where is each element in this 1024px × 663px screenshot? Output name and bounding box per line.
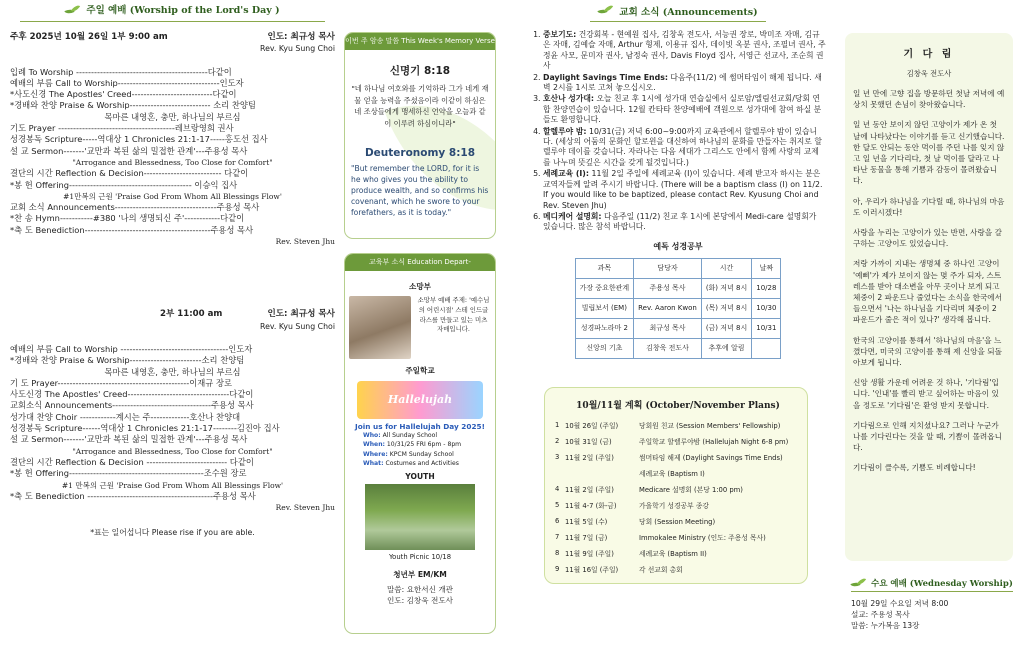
- order-line: "Arrogance and Blessedness, Too Close for Comfort": [72, 446, 273, 456]
- essay-author: 김창욱 전도사: [906, 69, 952, 78]
- order-line: 설 교 Sermon-------'교만과 복된 삶의 밀접한 관계'---주용성 목사: [10, 145, 248, 156]
- hallelujah-value: Costumes and Activities: [383, 459, 459, 467]
- order-line: Rev. Steven Jhu: [275, 237, 335, 247]
- announcement-heading: Daylight Savings Time Ends:: [543, 72, 668, 82]
- plan-date: 11월 2일 (주일): [565, 453, 614, 462]
- announcement-text: 오늘 친교 후 1시에 성가대 연습실에서 실로암/엘림선교회/당회 연합 찬양연습이 있습니다. 12월 칸타타 찬양예배에 객원으로 성가대에 참여 하실 분들도 환영합니다.: [543, 94, 822, 125]
- worship-order-column: [10, 0, 335, 539]
- announcement-item: [543, 94, 826, 125]
- announcement-item: [543, 127, 826, 169]
- plan-event: 세례교육 (Baptism II): [639, 549, 707, 558]
- essay-paragraph: 저랑 가까이 지내는 생명체 중 하나인 고양이 '예삐'가 제가 보이지 않는 몇 주가 되자, 스트레스를 받아 대소변을 아무 곳이나 보게 되고 체중이 2 파운드나 줄었다는 소식을 한국에서 들으면서 '나는 하나님을 기다리며 체중이 2 파운드가 줄은 적이 있나?' 생각해 봅니다.: [853, 259, 1002, 325]
- order-line: 목마른 내영혼, 충만, 하나님의 부르심: [104, 111, 241, 122]
- hallelujah-key: What:: [363, 459, 384, 467]
- youth-picnic-photo: [365, 484, 475, 550]
- first-service-header: [10, 32, 335, 55]
- table-cell: (화) 저녁 8시: [701, 278, 751, 298]
- hallelujah-line: [363, 450, 495, 459]
- order-line: 입례 To Worship --------------------------------------------다같이: [10, 66, 232, 77]
- wednesday-scripture: 말씀: 누가복음 13장: [851, 621, 920, 630]
- announcement-heading: 세례교육 (I):: [543, 169, 589, 179]
- second-service-header: [10, 309, 335, 332]
- announcements-column: [530, 0, 826, 584]
- table-cell: (금) 저녁 8시: [701, 318, 751, 338]
- plan-number: 6: [555, 516, 560, 525]
- essay-card: [845, 33, 1013, 561]
- plan-date: 11월 5일 (수): [565, 517, 608, 526]
- order-line: *축 도 Benediction ------------------------------------------주용성 목사: [10, 490, 256, 501]
- plan-row: [555, 497, 801, 513]
- verse-education-column: [344, 0, 496, 634]
- order-line: 목마른 내영혼, 충만, 하나님의 부르심: [104, 366, 241, 377]
- order-line: *봉 헌 Offering----------------------------------------- 이승익 집사: [10, 179, 238, 190]
- hallelujah-key: Where:: [363, 450, 388, 458]
- education-header: 교육부 소식 Education Depart-: [345, 254, 495, 271]
- order-line: 예배의 부름 Call to Worship ------------------------------------인도자: [10, 343, 253, 354]
- table-cell: 빌립보서 (EM): [575, 298, 634, 318]
- order-line: 성경봉독 Scripture-----역대상 1 Chronicles 21:1-17-----홍도선 집사: [10, 134, 268, 145]
- plan-event: 썸머타임 해제 (Daylight Savings Time Ends): [639, 453, 783, 462]
- announcement-text: 10/31(금) 저녁 6:00~9:00까지 교육관에서 할렐루야 밤이 있습니다. (세상의 어둠의 문화인 할로윈을 대신하여 하나님의 문화를 만들자는 취지로 할렐루야 데이를 갖습니다. 자라나는 다음 세대가 그리스도 안에서 함께 사랑의 교제를 나누며 뜻깊은 시간을 갖게 될것입니다.): [543, 126, 822, 167]
- announcement-item: [543, 73, 826, 94]
- essay-paragraph: 일 년 만에 고향 집을 방문하던 첫날 저녁에 예상치 못했던 손님이 찾아왔습니다.: [853, 89, 1005, 110]
- bible-study-title: 예독 성경공부: [653, 241, 703, 251]
- order-line: *찬 송 Hymn-----------#380 '나의 생명되신 주'------------다같이: [10, 213, 245, 224]
- first-service-order: [10, 67, 335, 248]
- km-title: 청년부 EM/KM: [393, 570, 447, 580]
- announcement-heading: 메디케어 설명회:: [543, 211, 602, 221]
- table-row: [575, 298, 781, 318]
- sunday-school-title: 주일학교: [405, 366, 435, 375]
- plan-event: Medicare 설명회 (본당 1:00 pm): [639, 485, 743, 494]
- plan-row: [555, 449, 801, 465]
- order-line: 결단의 시간 Reflection & Decision --------------------------- 다같이: [10, 456, 254, 467]
- bible-study-table: [575, 258, 782, 359]
- essay-paragraph: 아, 우리가 하나님을 기다릴 때, 하나님의 마음도 이러시겠다!: [853, 196, 1005, 217]
- plan-row: [555, 529, 801, 545]
- announcements-title: 교회 소식 (Announcements): [590, 0, 766, 22]
- hallelujah-line: [363, 440, 495, 449]
- korean-verse-text: "네 하나님 여호와를 기억하라 그가 네게 재물 얻을 능력을 주셨음이라 이같이 하심은 네 조상들에게 맹세하신 언약을 오늘과 같이 이루려 하심이니라": [351, 84, 489, 128]
- table-row: [575, 338, 781, 358]
- order-line: #1만복의 근원 'Praise God From Whom All Blessings Flow': [63, 191, 282, 201]
- order-line: *봉 헌 Offering---------------------------------------------조수원 장로: [10, 468, 247, 479]
- hallelujah-banner: Hallelujah: [357, 381, 483, 419]
- announcement-text: 건강회복 - 현예원 집사, 김창욱 전도사, 서능권 장로, 박미조 자매, 김규은 자매, 김예슬 자매, Arthur 형제, 이용규 집사, 데이빗 옥분 권사, 조필녀 권사, 주정윤 사모, 문미자 권사, 남정숙 권사, Davis Floyd 집사, 서영근 선교사, 조순희 권사: [543, 30, 826, 71]
- announcement-item: [543, 212, 826, 233]
- order-line: 결단의 시간 Reflection & Decision-------------------------- 다같이: [10, 168, 249, 179]
- order-line: 성경봉독 Scripture------역대상 1 Chronicles 21:1-17--------김진아 집사: [10, 423, 280, 434]
- order-line: 교회 소식 Announcements----------------------------------주용성 목사: [10, 202, 260, 213]
- plan-date: 10월 26일 (주일): [565, 421, 619, 430]
- table-row: [575, 318, 781, 338]
- plan-row: [555, 417, 801, 433]
- order-line: 사도신경 The Apostles' Creed----------------------------------다같이: [10, 389, 254, 400]
- plan-event: 당회 (Session Meeting): [639, 517, 716, 526]
- hallelujah-key: When:: [363, 441, 385, 449]
- plan-date: 11월 16일 (주일): [565, 565, 619, 574]
- hallelujah-line: [363, 459, 495, 468]
- km-line-2: 인도: 김창욱 전도사: [386, 596, 454, 606]
- essay-body: [853, 88, 1005, 474]
- announcement-text: 다음주(11/2) 에 썸머타임이 해제 됩니다. 새벽 2시를 1시로 고쳐 놓으십시오.: [543, 72, 822, 93]
- order-line: *경배와 찬양 Praise & Worship------------------------소리 찬양팀: [10, 355, 245, 366]
- wednesday-worship: [845, 577, 1013, 631]
- essay-paragraph: 한국의 고양이를 통해서 '하나님의 마음'을 느꼈다면, 미국의 고양이를 통해 제 신앙을 되돌아보게 됩니다.: [853, 335, 1002, 368]
- hallelujah-line: [363, 431, 495, 440]
- rise-note: *표는 일어섭니다 Please rise if you are able.: [90, 528, 255, 538]
- announcement-heading: 호산나 성가대:: [543, 94, 595, 104]
- second-service-leader: 인도: 최규성 목사: [267, 309, 335, 320]
- announcement-heading: 중보기도:: [543, 30, 577, 39]
- table-cell: 10/30: [752, 298, 781, 318]
- wednesday-title: 수요 예배 (Wednesday Worship): [851, 577, 1013, 592]
- column-essay: [845, 0, 1013, 631]
- table-cell: 성경파노라마 2: [575, 318, 634, 338]
- plan-date: 11월 2일 (주일): [565, 485, 614, 494]
- plan-row: [555, 561, 801, 577]
- plans-card: [544, 387, 808, 584]
- order-line: *축 도 Benediction------------------------------------------주용성 목사: [10, 224, 254, 235]
- table-cell: 주용성 목사: [634, 278, 702, 298]
- english-verse-text: "But remember the LORD, for it is he who gives you the ability to produce wealth, and so confirms his covenant, which he swore to your forefathers, as it is today.": [351, 164, 489, 217]
- announcement-text: 다음주일 (11/2) 친교 후 1시에 본당에서 Medi-care 설명회가 있습니다. 많은 참석 바랍니다.: [543, 211, 817, 232]
- plan-date: 11월 9일 (주일): [565, 549, 614, 558]
- announcement-heading: 할렐루야 밤:: [543, 126, 587, 136]
- order-line: 성가대 찬양 Choir ------------계시는 주-------------호산나 찬양대: [10, 411, 241, 422]
- wednesday-date: 10월 29일 수요일 저녁 8:00: [851, 599, 949, 608]
- somang-photo: [349, 296, 411, 359]
- second-service-leader-en: Rev. Kyu Sung Choi: [260, 321, 335, 331]
- memory-verse-card: [344, 32, 496, 239]
- announcement-item: [543, 169, 826, 211]
- memory-verse-header: 이번 주 암송 말씀 This Week's Memory Verse: [345, 33, 495, 50]
- plan-number: 3: [555, 452, 560, 461]
- table-cell: 최규성 목사: [634, 318, 702, 338]
- order-line: 기도 Prayer ---------------------------------------레브랑영희 권사: [10, 123, 234, 134]
- order-line: Rev. Steven Jhu: [275, 503, 335, 513]
- essay-title: 기 다 림: [903, 49, 955, 60]
- table-cell: 김창욱 전도사: [634, 338, 702, 358]
- table-cell: Rev. Aaron Kwon: [634, 298, 702, 318]
- plan-row: [555, 433, 801, 449]
- first-service-leader-en: Rev. Kyu Sung Choi: [260, 44, 335, 54]
- plan-number: 1: [555, 420, 560, 429]
- plan-number: 5: [555, 500, 560, 509]
- table-header-cell: 날짜: [752, 258, 781, 278]
- plan-date: 11월 7일 (금): [565, 533, 608, 542]
- table-cell: 추후에 알림: [701, 338, 751, 358]
- table-header-cell: 담당자: [634, 258, 702, 278]
- plan-row: [555, 481, 801, 497]
- table-cell: (목) 저녁 8시: [701, 298, 751, 318]
- essay-paragraph: 일 년 동안 보이지 않던 고양이가 제가 온 첫 날에 나타났다는 이야기를 듣고 신기했습니다. 한 달도 안되는 동안 먹이를 주던 나를 잊지 않고 일 년을 기다리다, 첫 날 먹이를 달라고 나타난 동물을 통해 기쁨과 감동이 몰려왔습니다.: [853, 120, 1005, 186]
- hallelujah-value: KPCM Sunday School: [387, 450, 454, 458]
- plan-row: [555, 545, 801, 561]
- order-line: 설 교 Sermon-------'교만과 복된 삶의 밀접한 관계'---주용성 목사: [10, 434, 248, 445]
- table-cell: 가장 중요한관계: [575, 278, 634, 298]
- education-card: [344, 253, 496, 634]
- order-line: #1 만복의 근원 'Praise God From Whom All Blessings Flow': [61, 480, 284, 490]
- announcement-item: [543, 30, 826, 72]
- plan-number: 2: [555, 436, 560, 445]
- plan-number: 9: [555, 564, 560, 573]
- plan-number: 7: [555, 532, 560, 541]
- plan-event: 각 선교회 총회: [639, 565, 683, 574]
- plan-list: [555, 417, 801, 577]
- leaf-icon: [598, 5, 614, 16]
- announcement-list: [530, 30, 826, 233]
- table-header-cell: 과목: [575, 258, 634, 278]
- announcement-text: 11월 2일 주일에 세례교육 (I)이 있습니다. 세례 받고자 하시는 분은 교역자들께 알려 주시기 바랍니다. (There will be a baptism class (I) on 11/2. If you would like to be baptized, please contact Rev. Kyusung Choi and Rev. Steven Jhu): [543, 169, 823, 210]
- hallelujah-title: Join us for Hallelujah Day 2025!: [355, 422, 485, 431]
- order-line: 기 도 Prayer--------------------------------------------이재규 장로: [10, 377, 232, 388]
- table-cell: [752, 338, 781, 358]
- hallelujah-value: All Sunday School: [380, 432, 438, 439]
- order-line: "Arrogance and Blessedness, Too Close for Comfort": [72, 157, 273, 167]
- essay-paragraph: 신앙 생활 가운데 어려운 것 하나, '기다림'입니다. '인내'를 빨리 받고 싶어하는 마음이 있을 정도로 '기다림'은 환영 받지 못합니다.: [853, 378, 999, 410]
- table-cell: 10/28: [752, 278, 781, 298]
- worship-section-title: 주일 예배 (Worship of the Lord's Day ): [20, 0, 325, 22]
- plan-number: 8: [555, 548, 560, 557]
- hallelujah-details: [345, 431, 495, 468]
- first-service-leader: 인도: 최규성 목사: [267, 32, 335, 42]
- table-row: [575, 278, 781, 298]
- essay-paragraph: 기다림으로 인해 지치셨나요? 그러나 누군가 나를 기다린다는 것을 알 때, 기쁨이 몰려옵니다.: [853, 420, 1002, 453]
- youth-title: YOUTH: [405, 472, 435, 482]
- somang-text: 소망부 예배 주제: '예수님의 어린시절' 스테 인드글라스를 만들고 있는 미츠 자매입니다.: [417, 296, 490, 334]
- plan-date: 10월 31일 (금): [565, 437, 612, 446]
- plan-row: [555, 465, 801, 481]
- leaf-icon: [65, 5, 81, 16]
- table-cell: 신앙의 기초: [575, 338, 634, 358]
- plan-number: 4: [555, 484, 560, 493]
- somang-title: 소망부: [408, 282, 431, 291]
- plan-date: 11월 4-7 (화-금): [565, 501, 617, 510]
- table-header-cell: 시간: [701, 258, 751, 278]
- plan-event: 당회원 친교 (Session Members' Fellowship): [639, 421, 781, 430]
- first-service-date: 주후 2025년 10월 26일 1부 9:00 am: [10, 32, 168, 42]
- plans-title: 10월/11월 계획 (October/November Plans): [576, 400, 780, 411]
- table-cell: 10/31: [752, 318, 781, 338]
- leaf-icon: [851, 578, 867, 589]
- wednesday-preacher: 설교: 주용성 목사: [851, 610, 910, 619]
- hallelujah-key: Who:: [363, 432, 381, 439]
- order-line: *사도신경 The Apostles' Creed---------------------------다같이: [10, 89, 237, 100]
- essay-paragraph: 사랑을 누리는 고양이가 있는 반면, 사랑을 갈구하는 고양이도 있었습니다.: [853, 228, 1002, 249]
- essay-paragraph: 기다림이 클수록, 기쁨도 비례합니다!: [853, 463, 976, 473]
- km-line-1: 말씀: 요한서신 개관: [386, 585, 454, 595]
- second-service-date: 2부 11:00 am: [160, 309, 223, 320]
- plan-event: Immokalee Ministry (인도: 주용성 목사): [639, 533, 766, 542]
- korean-verse-ref: 신명기 8:18: [389, 65, 451, 77]
- plan-event: 세례교육 (Baptism I): [639, 469, 705, 478]
- order-line: *경배와 찬양 Praise & Worship--------------------------- 소리 찬양팀: [10, 100, 256, 111]
- second-service-order: [10, 344, 335, 513]
- youth-caption: Youth Picnic 10/18: [388, 553, 452, 562]
- english-verse-ref: Deuteronomy 8:18: [364, 147, 476, 159]
- hallelujah-value: 10/31/25 FRI 6pm - 8pm: [384, 441, 462, 449]
- plan-row: [555, 513, 801, 529]
- plan-event: 주일학교 할렐루야밤 (Hallelujah Night 6-8 pm): [639, 437, 789, 446]
- order-line: 교회소식 Announcements---------------------------------주용성 목사: [10, 400, 254, 411]
- order-line: 예배의 부름 Call to Worship----------------------------------인도자: [10, 77, 244, 88]
- plan-event: 가을학기 성경공부 종강: [639, 501, 709, 510]
